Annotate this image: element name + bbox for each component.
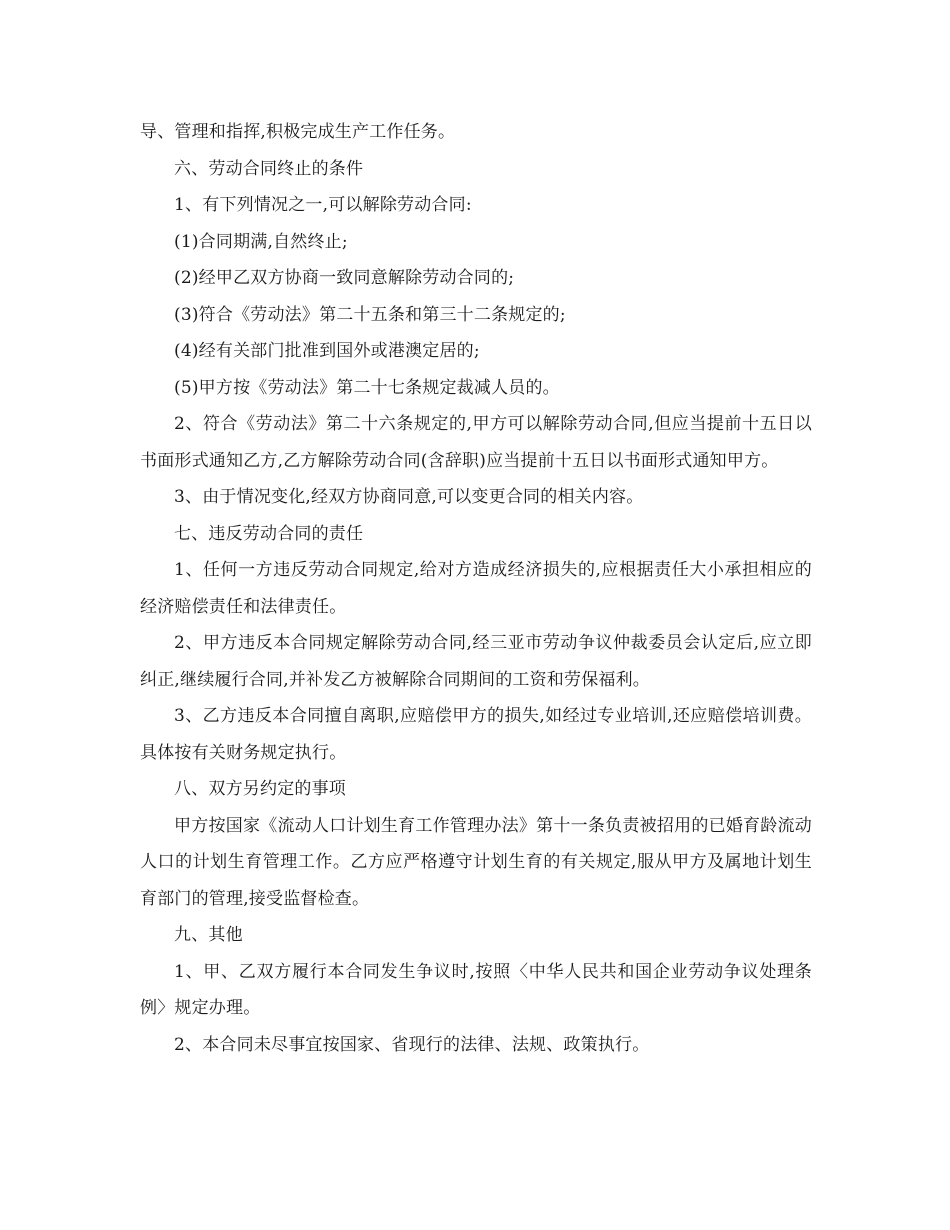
section-heading-other-agreements: 八、双方另约定的事项	[174, 779, 346, 799]
section-heading-termination: 六、劳动合同终止的条件	[174, 158, 364, 179]
liability-clause-1: 1、任何一方违反劳动合同规定,给对方造成经济损失的,应根据责任大小承担相应的经济赔偿责任和法律责任。	[140, 560, 812, 617]
subclause-2: (2)经甲乙双方协商一致同意解除劳动合同的;	[174, 268, 515, 288]
subclause-1: (1)合同期满,自然终止;	[174, 231, 348, 252]
clause-1-dissolution: 1、有下列情况之一,可以解除劳动合同:	[174, 195, 472, 215]
subclause-4: (4)经有关部门批准到国外或港澳定居的;	[174, 341, 480, 361]
section-heading-liability: 七、违反劳动合同的责任	[174, 523, 364, 544]
liability-clause-2: 2、甲方违反本合同规定解除劳动合同,经三亚市劳动争议仲裁委员会认定后,应立即纠正,继续履行合同,并补发乙方被解除合同期间的工资和劳保福利。	[140, 633, 812, 690]
misc-clause-1: 1、甲、乙双方履行本合同发生争议时,按照〈中华人民共和国企业劳动争议处理条例〉规定办理。	[140, 961, 812, 1018]
other-agreements-clause: 甲方按国家《流动人口计划生育工作管理办法》第十一条负责被招用的已婚育龄流动人口的计划生育管理工作。乙方应严格遵守计划生育的有关规定,服从甲方及属地计划生育部门的管理,接受监督检查。	[140, 815, 812, 909]
document-body	[140, 114, 812, 1063]
paragraph-continuation: 导、管理和指挥,积极完成生产工作任务。	[140, 122, 456, 142]
clause-2-notice: 2、符合《劳动法》第二十六条规定的,甲方可以解除劳动合同,但应当提前十五日以书面形式通知乙方,乙方解除劳动合同(含辞职)应当提前十五日以书面形式通知甲方。	[140, 414, 812, 471]
liability-clause-3: 3、乙方违反本合同擅自离职,应赔偿甲方的损失,如经过专业培训,还应赔偿培训费。具体按有关财务规定执行。	[140, 706, 812, 763]
subclause-3: (3)符合《劳动法》第二十五条和第三十二条规定的;	[174, 304, 566, 325]
subclause-5: (5)甲方按《劳动法》第二十七条规定裁减人员的。	[174, 377, 560, 398]
misc-clause-2: 2、本合同未尽事宜按国家、省现行的法律、法规、政策执行。	[174, 1034, 650, 1055]
section-heading-misc: 九、其他	[174, 925, 243, 945]
clause-3-change: 3、由于情况变化,经双方协商同意,可以变更合同的相关内容。	[174, 487, 644, 507]
